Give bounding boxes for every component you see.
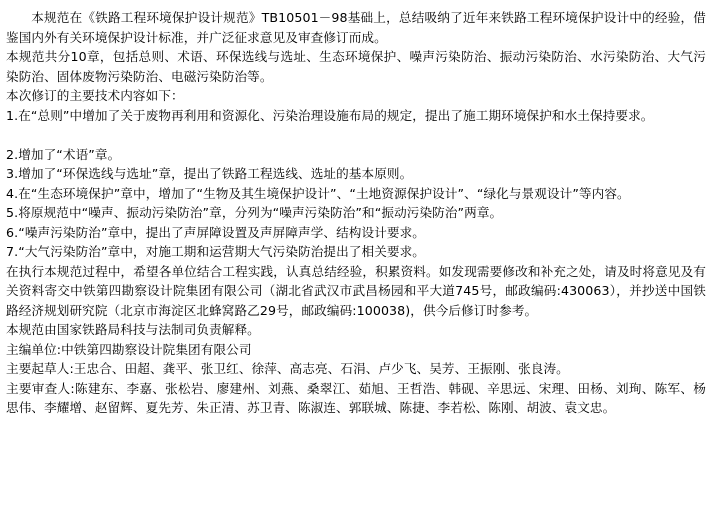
- paragraph-interpretation: 本规范由国家铁路局科技与法制司负责解释。: [6, 322, 260, 337]
- paragraph-feedback: 在执行本规范过程中，希望各单位结合工程实践，认真总结经验，积累资料。如发现需要修改和补充之处，请及时将意见及有关资料寄交中铁第四勘察设计院集团有限公司（湖北省武汉市武昌杨园和平大道745号，邮政编码:430063），并抄送中国铁路经济规划研究院（北京市海淀区北蜂窝路乙29号，邮政编码:100038)，供今后修订时参考。: [6, 263, 706, 318]
- paragraph-intro-1: 本规范在《铁路工程环境保护设计规范》TB10501－98基础上，总结吸纳了近年来铁路工程环境保护设计中的经验，借鉴国内外有关环境保护设计标准，并广泛征求意见及审查修订而成。: [6, 10, 706, 45]
- paragraph-main-reviewers: 主要审查人:陈建东、李嘉、张松岩、廖建州、刘燕、桑翠江、茹旭、王哲浩、韩砚、辛思远、宋理、田杨、刘珣、陈军、杨思伟、李耀增、赵留辉、夏先芳、朱正清、苏卫青、陈淑连、郭联城、陈捷、李若松、陈刚、胡波、袁文忠。: [6, 380, 706, 415]
- paragraph-item-1: 1.在“总则”中增加了关于废物再利用和资源化、污染治理设施布局的规定，提出了施工期环境保护和水土保持要求。: [6, 107, 654, 123]
- paragraph-chief-editor-unit: 主编单位:中铁第四勘察设计院集团有限公司: [6, 341, 252, 357]
- paragraph-item-2: 2.增加了“术语”章。: [6, 146, 121, 162]
- paragraph-item-6: 6.“噪声污染防治”章中，提出了声屏障设置及声屏障声学、结构设计要求。: [6, 224, 425, 240]
- paragraph-spacer: [6, 125, 706, 145]
- paragraph-intro-2: 本规范共分10章，包括总则、术语、环保选线与选址、生态环境保护、噪声污染防治、振动污染防治、水污染防治、大气污染防治、固体废物污染防治、电磁污染防治等。: [6, 49, 706, 84]
- paragraph-item-7: 7.“大气污染防治”章中，对施工期和运营期大气污染防治提出了相关要求。: [6, 244, 425, 259]
- paragraph-main-drafters: 主要起草人:王忠合、田超、龚平、张卫红、徐萍、高志亮、石涓、卢少飞、吴芳、王振刚、张良涛。: [6, 361, 569, 376]
- paragraph-item-3: 3.增加了“环保选线与选址”章，提出了铁路工程选线、选址的基本原则。: [6, 166, 413, 181]
- paragraph-item-5: 5.将原规范中“噪声、振动污染防治”章，分列为“噪声污染防治”和“振动污染防治”两章。: [6, 205, 503, 220]
- paragraph-item-4: 4.在“生态环境保护”章中，增加了“生物及其生境保护设计”、“土地资源保护设计”、“绿化与景观设计”等内容。: [6, 185, 630, 201]
- paragraph-intro-3: 本次修订的主要技术内容如下：: [6, 88, 184, 103]
